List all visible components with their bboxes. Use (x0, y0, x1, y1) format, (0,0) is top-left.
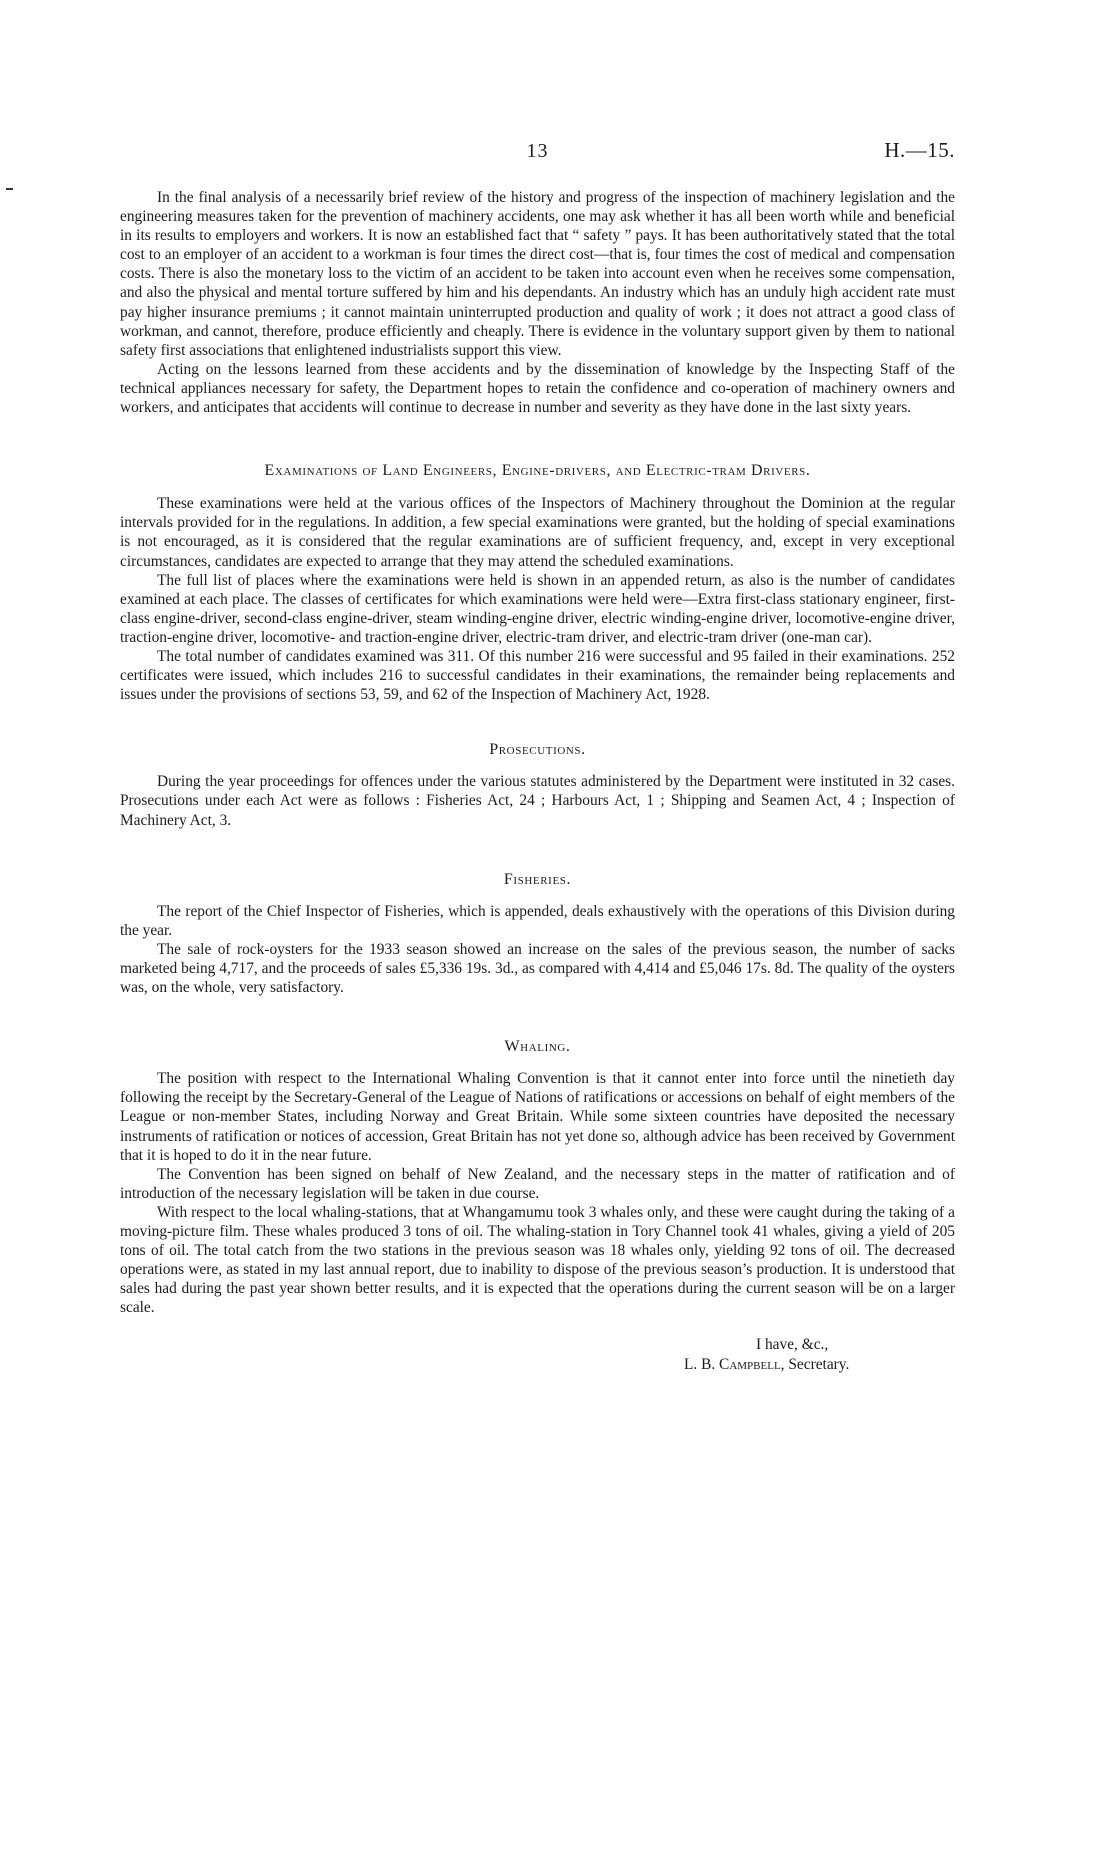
whaling-paragraph-3: With respect to the local whaling-stations, that at Whangamumu took 3 whales only, and these were caught during the taking of a moving-picture film. These whales produced 3 tons of oil. The whaling-station in Tory Channel took 41 whales, giving a yield of 205 tons of oil. The total catch from the two stations in the previous season was 18 whales only, yielding 92 tons of oil. The decreased operations were, as stated in my last annual report, due to inability to dispose of the previous season’s production. It is understood that sales had during the past year shown better results, and it is expected that the operations during the current season will be on a larger scale. (120, 1203, 955, 1317)
fisheries-paragraph-2: The sale of rock-oysters for the 1933 season showed an increase on the sales of the previous season, the number of sacks marketed being 4,717, and the proceeds of sales £5,336 19s. 3d., as compared with 4,414 and £5,046 17s. 8d. The quality of the oysters was, on the whole, very satisfactory. (120, 940, 955, 997)
signatory-title: Secretary. (788, 1355, 850, 1373)
margin-mark (6, 188, 13, 190)
examinations-paragraph-1: These examinations were held at the various offices of the Inspectors of Machinery throughout the Dominion at the regular intervals provided for in the regulations. In addition, a few special examinations were granted, but the holding of special examinations is not encouraged, as it is considered that the regular examinations are of sufficient frequency, and, except in very exceptional circumstances, candidates are expected to arrange that they may attend the scheduled examinations. (120, 495, 955, 570)
section-heading-prosecutions: Prosecutions. (489, 741, 586, 759)
intro-paragraph-1: In the final analysis of a necessarily brief review of the history and progress of the inspection of machinery legislation and the engineering measures taken for the prevention of machinery accidents, one may ask whether it has all been worth while and beneficial in its results to employers and workers. It is now an established fact that “ safety ” pays. It has been authoritatively stated that the total cost to an employer of an accident to a workman is four times the direct cost—that is, four times the cost of medical and compensation costs. There is also the monetary loss to the victim of an accident to be taken into account even when he receives some compensation, and also the physical and mental torture suffered by him and his dependants. An industry which has an unduly high accident rate must pay higher insurance premiums ; it cannot maintain uninterrupted production and quality of work ; it does not attract a good class of workman, and cannot, therefore, produce efficiently and cheaply. There is evidence in the voluntary support given by them to national safety first associations that enlightened industrialists support this view. (120, 189, 955, 359)
prosecutions-paragraph-1: During the year proceedings for offences under the various statutes administered by the Department were instituted in 32 cases. Prosecutions under each Act were as follows : Fisheries Act, 24 ; Harbours Act, 1 ; Shipping and Seamen Act, 4 ; Inspection of Machinery Act, 3. (120, 773, 955, 829)
section-heading-whaling: Whaling. (504, 1038, 571, 1056)
signoff-closing: I have, &c., (756, 1335, 829, 1353)
page-header (120, 138, 955, 168)
signoff-block (632, 1335, 955, 1375)
signoff-signature (632, 1355, 955, 1375)
whaling-paragraph-2: The Convention has been signed on behalf of New Zealand, and the necessary steps in the matter of ratification and of introduction of the necessary legislation will be taken in due course. (120, 1165, 955, 1202)
fisheries-paragraph-1: The report of the Chief Inspector of Fisheries, which is appended, deals exhaustively with the operations of this Division during the year. (120, 902, 955, 939)
page-body (120, 188, 955, 1375)
page-number: 13 (526, 140, 549, 162)
section-heading-fisheries: Fisheries. (503, 870, 572, 888)
signatory-name: L. B. Campbell, (684, 1355, 785, 1373)
examinations-paragraph-2: The full list of places where the examinations were held is shown in an appended return, as also is the number of candidates examined at each place. The classes of certificates for which examinations were held were—Extra first-class stationary engineer, first-class engine-driver, second-class engine-driver, steam winding-engine driver, electric winding-engine driver, locomotive-engine driver, traction-engine driver, locomotive- and traction-engine driver, electric-tram driver, and electric-tram driver (one-man car). (120, 571, 955, 646)
whaling-paragraph-1: The position with respect to the International Whaling Convention is that it cannot enter into force until the ninetieth day following the receipt by the Secretary-General of the League of Nations of ratifications or accessions on behalf of eight members of the League or non-member States, including Norway and Great Britain. While some sixteen countries have deposited the necessary instruments of ratification or notices of accession, Great Britain has not yet done so, although advice has been received by Government that it is hoped to do it in the near future. (120, 1070, 955, 1164)
examinations-paragraph-3: The total number of candidates examined was 311. Of this number 216 were successful and 95 failed in their examinations. 252 certificates were issued, which includes 216 to successful candidates in their examinations, the remainder being replacements and issues under the provisions of sections 53, 59, and 62 of the Inspection of Machinery Act, 1928. (120, 647, 955, 704)
document-reference: H.—15. (884, 138, 955, 162)
intro-paragraph-2: Acting on the lessons learned from these accidents and by the dissemination of knowledge by the Inspecting Staff of the technical appliances necessary for safety, the Department hopes to retain the confidence and co-operation of machinery owners and workers, and anticipates that accidents will continue to decrease in number and severity as they have done in the last sixty years. (120, 360, 955, 417)
section-heading-examinations: Examinations of Land Engineers, Engine-drivers, and Electric-tram Drivers. (264, 462, 811, 480)
